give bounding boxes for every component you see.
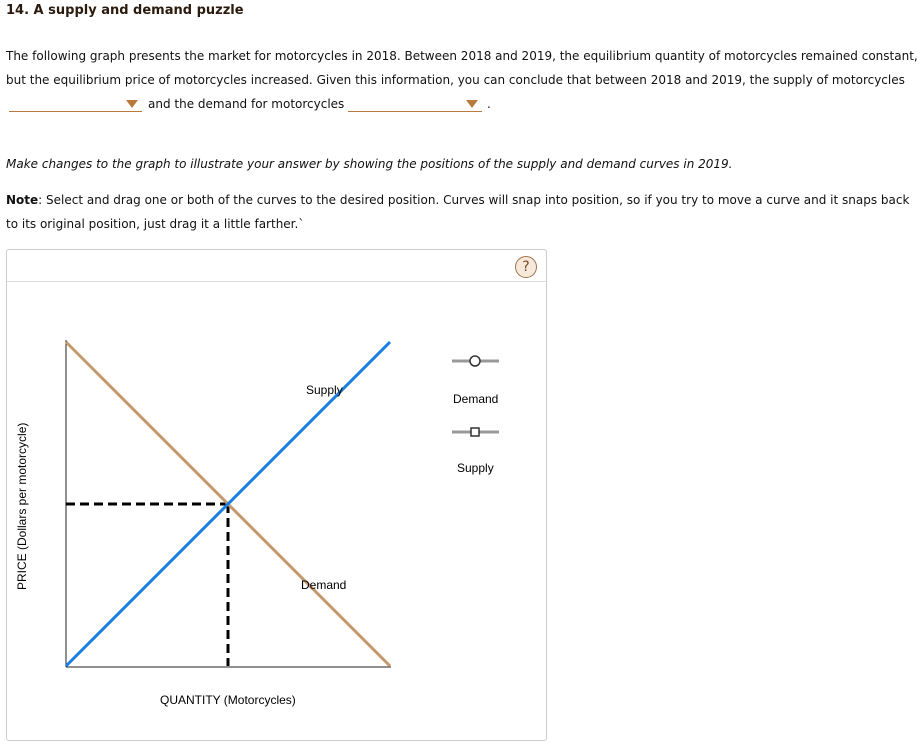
legend-supply-tool[interactable]: [452, 428, 499, 436]
legend-supply-label: Supply: [457, 461, 494, 475]
x-axis-label: QUANTITY (Motorcycles): [160, 693, 296, 707]
note-line2: to its original position, just drag it a little farther.`: [6, 217, 305, 231]
question-text-line1: The following graph presents the market for motorcycles in 2018. Between 2018 and 2019, the equilibrium quantity of motorcycles remained constant,: [6, 49, 918, 63]
demand-curve-label: Demand: [301, 578, 347, 592]
help-icon[interactable]: ?: [515, 256, 537, 278]
supply-curve-label: Supply: [306, 383, 343, 397]
question-title: 14. A supply and demand puzzle: [6, 3, 244, 18]
square-marker-icon: [471, 428, 479, 436]
period: .: [487, 97, 491, 111]
note-label: Note: [6, 193, 39, 207]
question-text-mid: and the demand for motorcycles: [148, 97, 345, 111]
instruction-text: Make changes to the graph to illustrate your answer by showing the positions of the supply and demand curves in 2019.: [6, 157, 733, 171]
legend-demand-tool[interactable]: [452, 356, 499, 366]
y-axis-label: PRICE (Dollars per motorcycle): [15, 422, 29, 590]
note-text: : Select and drag one or both of the curves to the desired position. Curves will snap into position, so if you try to move a curve and it snaps back: [38, 193, 910, 207]
circle-marker-icon: [470, 356, 480, 366]
question-text-line2: but the equilibrium price of motorcycles increased. Given this information, you can conclude that between 2018 and 2019, the supply of motorcycles: [6, 73, 905, 87]
legend-demand-label: Demand: [453, 392, 499, 406]
